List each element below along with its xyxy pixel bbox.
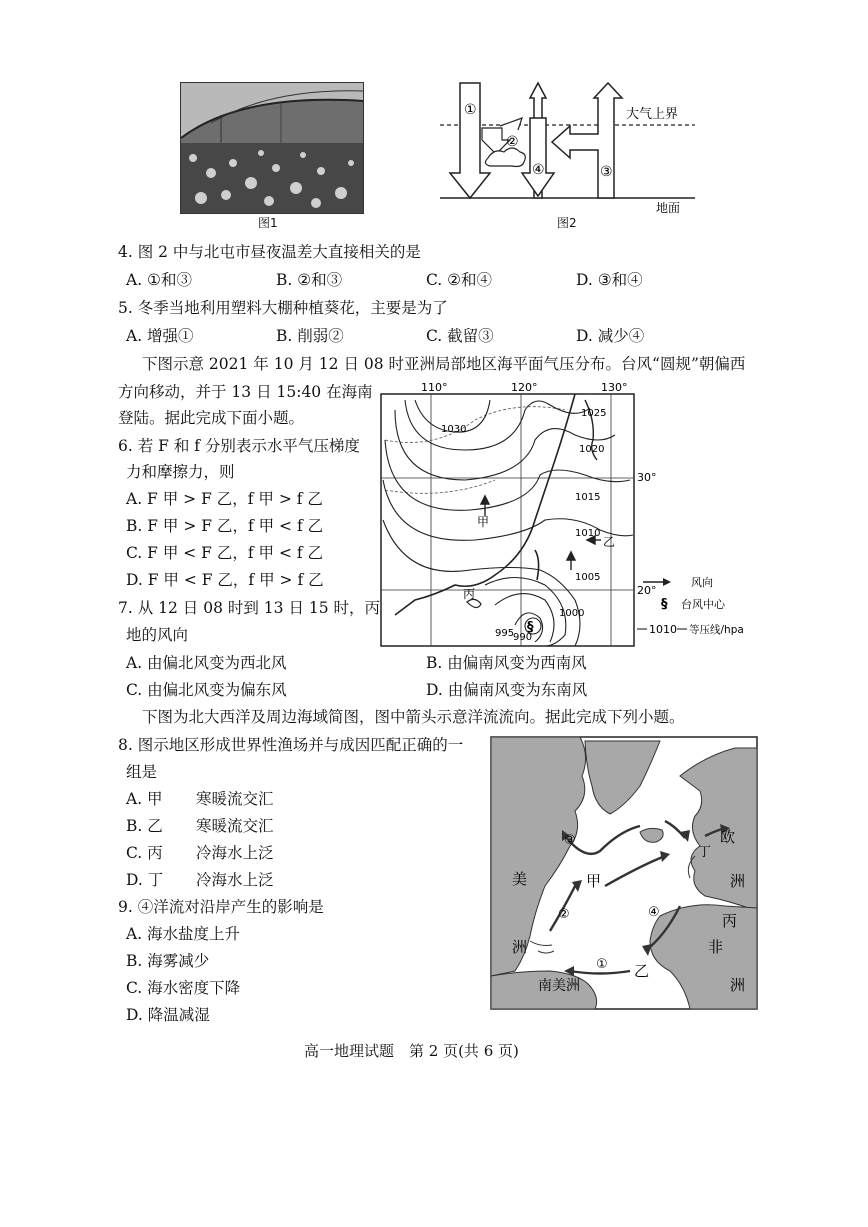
legend-isobar: 等压线/hpa: [689, 624, 744, 636]
map-label-fei: 非: [708, 938, 724, 956]
legend-center: 台风中心: [681, 598, 725, 611]
map-label-zhou-left: 洲: [512, 938, 528, 956]
q5-stem: 5. 冬季当地利用塑料大棚种植葵花，主要是为了: [118, 299, 448, 317]
q6-option-d: D. F 甲 < F 乙，f 甲 > f 乙: [126, 571, 324, 589]
typhoon-intro-line2: 方向移动，并于 13 日 15:40 在海南: [118, 383, 373, 401]
q8-option-c-cause: 冷海水上泛: [196, 844, 274, 862]
isobar-label-1020: 1020: [579, 444, 605, 455]
lat-label-20: 20°: [637, 584, 657, 597]
fig2-ground: 地面: [656, 201, 681, 215]
current-label-2: ②: [558, 907, 570, 922]
q8-option-a-letter: A. 甲: [126, 790, 163, 808]
map-label-zhou-fei: 洲: [730, 976, 746, 994]
current-label-1: ①: [596, 957, 608, 972]
typhoon-intro-line1: 下图示意 2021 年 10 月 12 日 08 时亚洲局部地区海平面气压分布。台风“圆规”朝偏西: [142, 355, 746, 373]
radiation-diagram: [430, 78, 700, 215]
place-bing: 丙: [463, 587, 476, 601]
q5-option-c: C. 截留③: [426, 327, 494, 345]
place-yi: 乙: [603, 535, 616, 549]
legend-center-icon: §: [661, 597, 668, 612]
map-label-mei: 美: [512, 870, 528, 888]
ocean-intro: 下图为北大西洋及周边海域简图，图中箭头示意洋流流向。据此完成下列小题。: [142, 708, 685, 726]
isobar-label-1030: 1030: [441, 424, 467, 435]
page-footer: 高一地理试题 第 2 页(共 6 页): [304, 1042, 519, 1060]
q6-stem-line1: 6. 若 F 和 f 分别表示水平气压梯度: [118, 437, 360, 455]
legend-wind: 风向: [691, 576, 713, 589]
q4-option-a: A. ①和③: [126, 271, 192, 289]
q7-stem-line2: 地的风向: [126, 626, 189, 644]
map-label-yi: 乙: [634, 962, 650, 980]
isobar-label-990: 990: [513, 632, 533, 643]
q4-option-c: C. ②和④: [426, 271, 493, 289]
isobar-label-995: 995: [495, 628, 515, 639]
place-jia: 甲: [477, 515, 490, 529]
fig1-caption: 图1: [258, 216, 278, 230]
q5-option-b: B. 削弱②: [276, 327, 344, 345]
q8-option-c-letter: C. 丙: [126, 844, 163, 862]
isobar-label-1010: 1010: [575, 528, 601, 539]
map-label-ding: 丁: [698, 845, 712, 860]
q7-option-a: A. 由偏北风变为西北风: [126, 654, 287, 672]
q7-option-d: D. 由偏南风变为东南风: [426, 681, 588, 699]
q4-option-b: B. ②和③: [276, 271, 343, 289]
map-label-bing: 丙: [722, 912, 738, 930]
q6-option-b: B. F 甲 > F 乙，f 甲 < f 乙: [126, 517, 324, 535]
map-label-nanmeizhou: 南美洲: [538, 978, 580, 994]
q8-option-d-letter: D. 丁: [126, 871, 164, 889]
lon-label-110: 110°: [421, 381, 448, 394]
sea-level-pressure-map: [375, 380, 747, 648]
q7-stem-line1: 7. 从 12 日 08 时到 13 日 15 时，丙: [118, 599, 381, 617]
q7-option-b: B. 由偏南风变为西南风: [426, 654, 587, 672]
fig2-label-3: ③: [600, 164, 613, 180]
q6-option-a: A. F 甲 > F 乙，f 甲 > f 乙: [126, 490, 323, 508]
fig2-label-1: ①: [464, 102, 477, 118]
legend-isobar-sample: 1010: [649, 623, 677, 636]
q9-option-c: C. 海水密度下降: [126, 979, 241, 997]
q7-option-c: C. 由偏北风变为偏东风: [126, 681, 287, 699]
isobar-label-1015: 1015: [575, 492, 601, 503]
q8-stem-line1: 8. 图示地区形成世界性渔场并与成因匹配正确的一: [118, 736, 464, 754]
q9-option-d: D. 降温减湿: [126, 1006, 210, 1024]
north-atlantic-map: [490, 736, 758, 1010]
map-label-zhou-right: 洲: [730, 872, 746, 890]
q5-option-a: A. 增强①: [126, 327, 194, 345]
map-label-ou: 欧: [720, 828, 736, 846]
q6-option-c: C. F 甲 < F 乙，f 甲 < f 乙: [126, 544, 324, 562]
fig2-atmos-top: 大气上界: [626, 107, 679, 122]
fig2-label-4: ④: [532, 162, 545, 178]
q8-option-d-cause: 冷海水上泛: [196, 871, 274, 889]
q6-stem-line2: 力和摩擦力，则: [126, 463, 235, 481]
q9-option-b: B. 海雾减少: [126, 952, 210, 970]
typhoon-intro-line3: 登陆。据此完成下面小题。: [118, 409, 305, 427]
q9-option-a: A. 海水盐度上升: [126, 925, 241, 943]
typhoon-center-icon: §: [527, 620, 534, 635]
q8-option-a-cause: 寒暖流交汇: [196, 790, 274, 808]
q4-option-d: D. ③和④: [576, 271, 643, 289]
current-label-3: ③: [564, 833, 576, 848]
isobar-label-1005: 1005: [575, 572, 601, 583]
q5-option-d: D. 减少④: [576, 327, 645, 345]
current-label-4: ④: [648, 905, 660, 920]
lon-label-120: 120°: [511, 381, 538, 394]
q8-stem-line2: 组是: [126, 763, 158, 781]
q8-option-b-letter: B. 乙: [126, 817, 163, 835]
map-label-jia: 甲: [586, 872, 602, 890]
greenhouse-photo: [180, 82, 364, 214]
fig2-label-2: ②: [506, 134, 519, 150]
isobar-label-1000: 1000: [559, 608, 585, 619]
isobar-label-1025: 1025: [581, 408, 607, 419]
q9-stem: 9. ④洋流对沿岸产生的影响是: [118, 898, 324, 916]
lat-label-30: 30°: [637, 471, 657, 484]
q8-option-b-cause: 寒暖流交汇: [196, 817, 274, 835]
lon-label-130: 130°: [601, 381, 628, 394]
q4-stem: 4. 图 2 中与北屯市昼夜温差大直接相关的是: [118, 243, 421, 261]
fig2-caption: 图2: [557, 216, 577, 230]
